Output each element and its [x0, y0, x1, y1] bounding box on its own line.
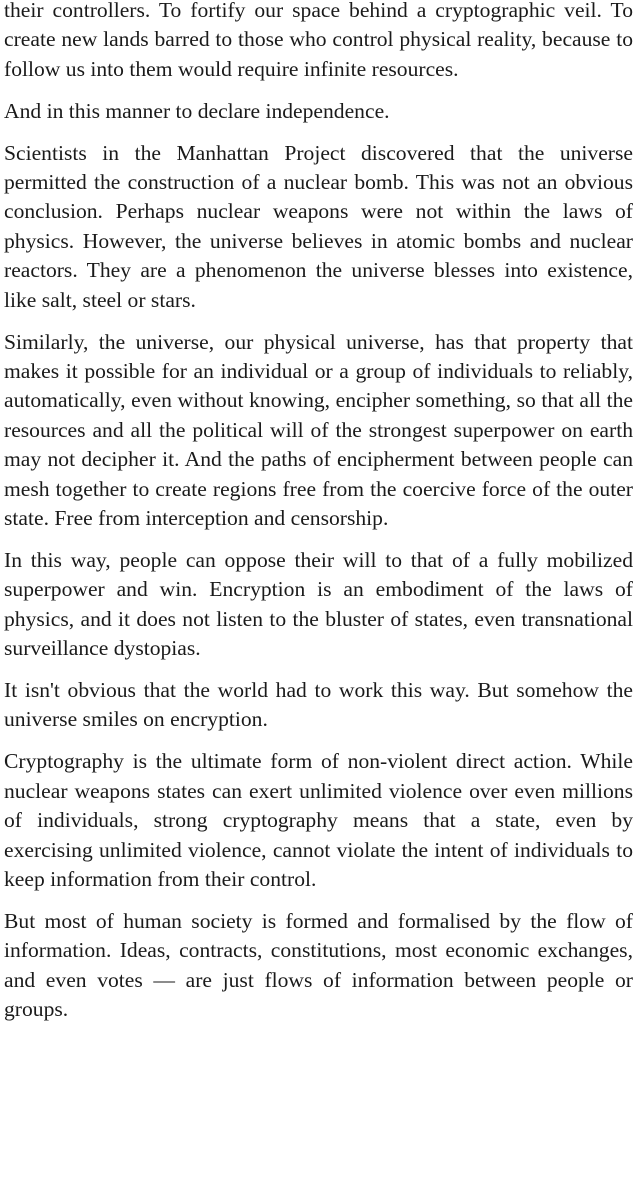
- paragraph-7: Cryptography is the ultimate form of non-violent direct action. While nuclear weapons states can exert unlimited violence over even millions of individuals, strong cryptography means that a state, even by exercising unlimited violence, cannot violate the intent of individuals to keep information from their control.: [4, 749, 633, 891]
- paragraph-8: But most of human society is formed and formalised by the flow of information. Ideas, contracts, constitutions, most economic exchanges, and even votes — are just flows of information between people or groups.: [4, 908, 633, 1022]
- paragraph-4: Similarly, the universe, our physical universe, has that property that makes it possible for an individual or a group of individuals to reliably, automatically, even without knowing, encipher something, so that all the resources and all the political will of the strongest superpower on earth may not decipher it. And the paths of encipherment between people can mesh together to create regions free from the coercive force of the outer state. Free from interception and censorship.: [4, 329, 633, 530]
- paragraph-2: And in this manner to declare independence.: [4, 98, 390, 123]
- paragraph-3: Scientists in the Manhattan Project discovered that the universe permitted the construction of a nuclear bomb. This was not an obvious conclusion. Perhaps nuclear weapons were not within the laws of physics. However, the universe believes in atomic bombs and nuclear reactors. They are a phenomenon the universe blesses into existence, like salt, steel or stars.: [4, 140, 633, 312]
- paragraph-5: In this way, people can oppose their will to that of a fully mobilized superpower and win. Encryption is an embodiment of the laws of physics, and it does not listen to the bluster of states, even transnational surveillance dystopias.: [4, 547, 633, 661]
- paragraph-1: their controllers. To fortify our space behind a cryptographic veil. To create new lands barred to those who control physical reality, because to follow us into them would require infinite resources.: [4, 0, 633, 81]
- paragraph-6: It isn't obvious that the world had to work this way. But somehow the universe smiles on encryption.: [4, 678, 633, 732]
